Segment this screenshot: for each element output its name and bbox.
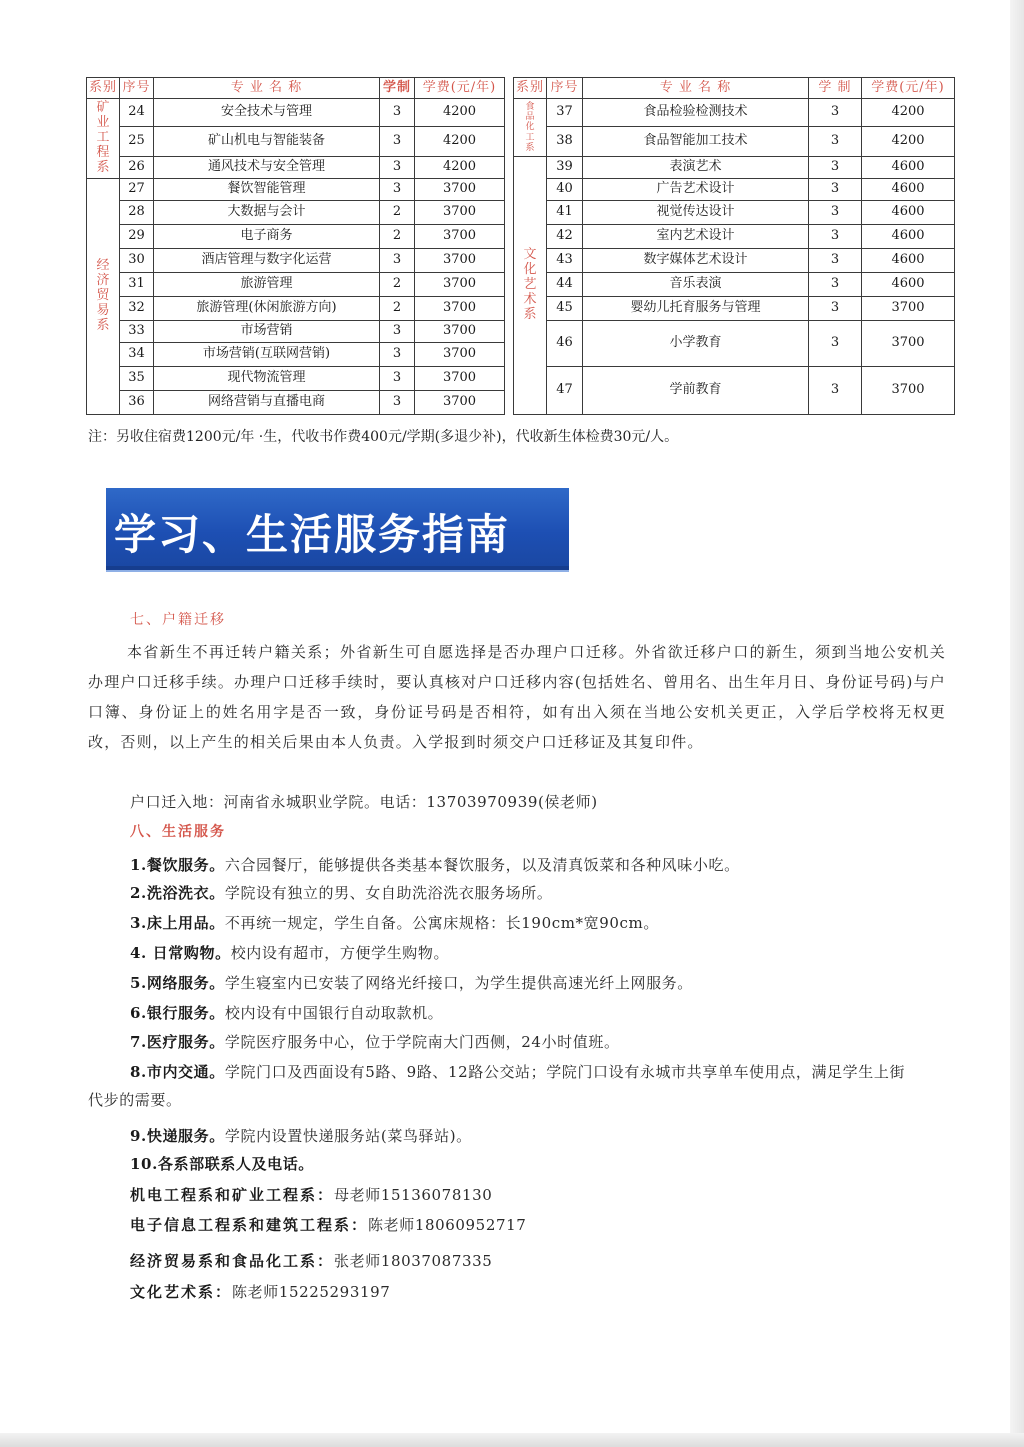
fee-cell: 3700 [415,249,505,273]
major-cell: 安全技术与管理 [154,99,380,127]
fee-cell: 4200 [862,127,955,157]
years-cell: 3 [380,249,415,273]
seq-cell: 35 [120,367,154,391]
service-item: 4. 日常购物。校内设有超市，方便学生购物。 [130,944,450,962]
fee-cell: 3700 [415,391,505,415]
contact-item: 电子信息工程系和建筑工程系：陈老师18060952717 [130,1216,527,1234]
table-row [87,99,955,127]
fee-cell: 4600 [862,225,955,249]
years-cell: 2 [380,201,415,225]
years-cell: 3 [380,179,415,201]
years-cell: 3 [809,201,862,225]
contact-item: 经济贸易系和食品化工系：张老师18037087335 [130,1252,493,1270]
header-cell: 序号 [547,78,583,99]
major-cell: 旅游管理(休闲旅游方向) [154,297,380,321]
years-cell: 3 [380,157,415,179]
fee-cell: 4600 [862,201,955,225]
major-cell: 室内艺术设计 [583,225,809,249]
fee-cell: 4200 [415,157,505,179]
page-edge [1010,0,1024,1447]
service-item: 5.网络服务。学生寝室内已安装了网络光纤接口，为学生提供高速光纤上网服务。 [130,974,693,992]
seq-cell: 46 [547,321,583,367]
years-cell: 3 [809,99,862,127]
section-heading-household: 七、户籍迁移 [130,612,226,628]
dept-cell-mining: 矿业工程系 [87,99,120,179]
section-banner [106,488,569,570]
major-cell: 网络营销与直播电商 [154,391,380,415]
major-cell: 学前教育 [583,367,809,415]
page-edge [0,1433,1024,1447]
header-cell: 学 制 [809,78,862,99]
table-row [87,157,955,179]
service-item: 7.医疗服务。学院医疗服务中心，位于学院南大门西侧，24小时值班。 [130,1033,620,1051]
major-cell: 市场营销 [154,321,380,343]
column-gap [505,78,514,99]
service-item: 10.各系部联系人及电话。 [130,1155,314,1173]
years-cell: 2 [380,297,415,321]
seq-cell: 37 [547,99,583,127]
major-cell: 通风技术与安全管理 [154,157,380,179]
fee-cell: 3700 [415,297,505,321]
major-cell: 市场营销(互联网营销) [154,343,380,367]
service-item: 9.快递服务。学院内设置快递服务站(菜鸟驿站)。 [130,1127,472,1145]
seq-cell: 34 [120,343,154,367]
seq-cell: 30 [120,249,154,273]
fee-cell: 3700 [415,367,505,391]
fee-cell: 4200 [415,99,505,127]
seq-cell: 44 [547,273,583,297]
years-cell: 3 [809,367,862,415]
tuition-table [86,77,955,415]
header-cell: 系别 [87,78,120,99]
section-heading-services: 八、生活服务 [130,824,226,840]
years-cell: 3 [809,127,862,157]
dept-cell-economy: 经济贸易系 [87,179,120,415]
seq-cell: 31 [120,273,154,297]
header-cell: 学费(元/年) [415,78,505,99]
fee-cell: 3700 [415,179,505,201]
dept-cell-art: 文化艺术系 [514,157,547,415]
years-cell: 3 [380,367,415,391]
years-cell: 3 [380,391,415,415]
header-cell: 学制 [380,78,415,99]
seq-cell: 32 [120,297,154,321]
seq-cell: 38 [547,127,583,157]
fee-cell: 3700 [415,225,505,249]
seq-cell: 47 [547,367,583,415]
major-cell: 数字媒体艺术设计 [583,249,809,273]
banner-title: 学习、生活服务指南 [114,510,511,559]
service-item: 1.餐饮服务。六合园餐厅，能够提供各类基本餐饮服务，以及清真饭菜和各种风味小吃。 [130,856,740,874]
seq-cell: 39 [547,157,583,179]
years-cell: 3 [809,297,862,321]
fee-cell: 4600 [862,179,955,201]
seq-cell: 24 [120,99,154,127]
fee-cell: 3700 [415,273,505,297]
years-cell: 3 [380,343,415,367]
banner-rule [106,570,569,572]
fee-note: 注：另收住宿费1200元/年 ·生，代收书作费400元/学期(多退少补)，代收新生体检费30元/人。 [88,429,679,445]
major-cell: 大数据与会计 [154,201,380,225]
major-cell: 现代物流管理 [154,367,380,391]
service-item: 2.洗浴洗衣。学院设有独立的男、女自助洗浴洗衣服务场所。 [130,884,553,902]
service-item: 3.床上用品。不再统一规定，学生自备。公寓床规格：长190cm*宽90cm。 [130,914,659,932]
fee-cell: 4600 [862,273,955,297]
header-cell: 专 业 名 称 [154,78,380,99]
seq-cell: 40 [547,179,583,201]
years-cell: 3 [809,249,862,273]
fee-cell: 3700 [862,297,955,321]
fee-cell: 4600 [862,157,955,179]
major-cell: 表演艺术 [583,157,809,179]
fee-cell: 4200 [415,127,505,157]
seq-cell: 43 [547,249,583,273]
major-cell: 餐饮智能管理 [154,179,380,201]
years-cell: 3 [809,273,862,297]
major-cell: 食品检验检测技术 [583,99,809,127]
fee-cell: 3700 [415,343,505,367]
years-cell: 2 [380,273,415,297]
years-cell: 3 [380,99,415,127]
years-cell: 3 [809,225,862,249]
seq-cell: 26 [120,157,154,179]
major-cell: 酒店管理与数字化运营 [154,249,380,273]
major-cell: 视觉传达设计 [583,201,809,225]
service-item: 8.市内交通。学院门口及西面设有5路、9路、12路公交站；学院门口设有永城市共享单车使用点，满足学生上街代步的需要。 [88,1063,906,1109]
seq-cell: 41 [547,201,583,225]
major-cell: 旅游管理 [154,273,380,297]
years-cell: 3 [380,321,415,343]
header-cell: 学费(元/年) [862,78,955,99]
header-cell: 专 业 名 称 [583,78,809,99]
seq-cell: 42 [547,225,583,249]
dept-cell-food: 食品化工系 [514,99,547,157]
seq-cell: 25 [120,127,154,157]
fee-cell: 4200 [862,99,955,127]
fee-cell: 3700 [862,321,955,367]
seq-cell: 29 [120,225,154,249]
major-cell: 婴幼儿托育服务与管理 [583,297,809,321]
table-header-row [87,78,955,99]
years-cell: 3 [809,157,862,179]
household-paragraph: 本省新生不再迁转户籍关系；外省新生可自愿选择是否办理户口迁移。外省欲迁移户口的新生，须到当地公安机关办理户口迁移手续。办理户口迁移手续时，要认真核对户口迁移内容(包括姓名、曾用名、出生年月日、身份证号码)与户口簿、身份证上的姓名用字是否一致，身份证号码是否相符，如有出入须在当地公安机关更正，入学后学校将无权更改，否则，以上产生的相关后果由本人负责。入学报到时须交户口迁移证及其复印件。 [88,643,946,751]
service-item: 6.银行服务。校内设有中国银行自动取款机。 [130,1004,444,1022]
fee-cell: 3700 [415,201,505,225]
fee-cell: 3700 [415,321,505,343]
contact-item: 机电工程系和矿业工程系：母老师15136078130 [130,1186,493,1204]
seq-cell: 36 [120,391,154,415]
fee-cell: 3700 [862,367,955,415]
seq-cell: 33 [120,321,154,343]
major-cell: 食品智能加工技术 [583,127,809,157]
household-address: 户口迁入地：河南省永城职业学院。电话：13703970939(侯老师) [130,793,598,811]
header-cell: 系别 [514,78,547,99]
seq-cell: 45 [547,297,583,321]
years-cell: 2 [380,225,415,249]
major-cell: 电子商务 [154,225,380,249]
major-cell: 矿山机电与智能装备 [154,127,380,157]
years-cell: 3 [380,127,415,157]
fee-cell: 4600 [862,249,955,273]
column-gap [505,99,514,415]
years-cell: 3 [809,179,862,201]
header-cell: 序号 [120,78,154,99]
contact-item: 文化艺术系：陈老师15225293197 [130,1283,391,1301]
major-cell: 广告艺术设计 [583,179,809,201]
seq-cell: 27 [120,179,154,201]
major-cell: 音乐表演 [583,273,809,297]
major-cell: 小学教育 [583,321,809,367]
years-cell: 3 [809,321,862,367]
seq-cell: 28 [120,201,154,225]
